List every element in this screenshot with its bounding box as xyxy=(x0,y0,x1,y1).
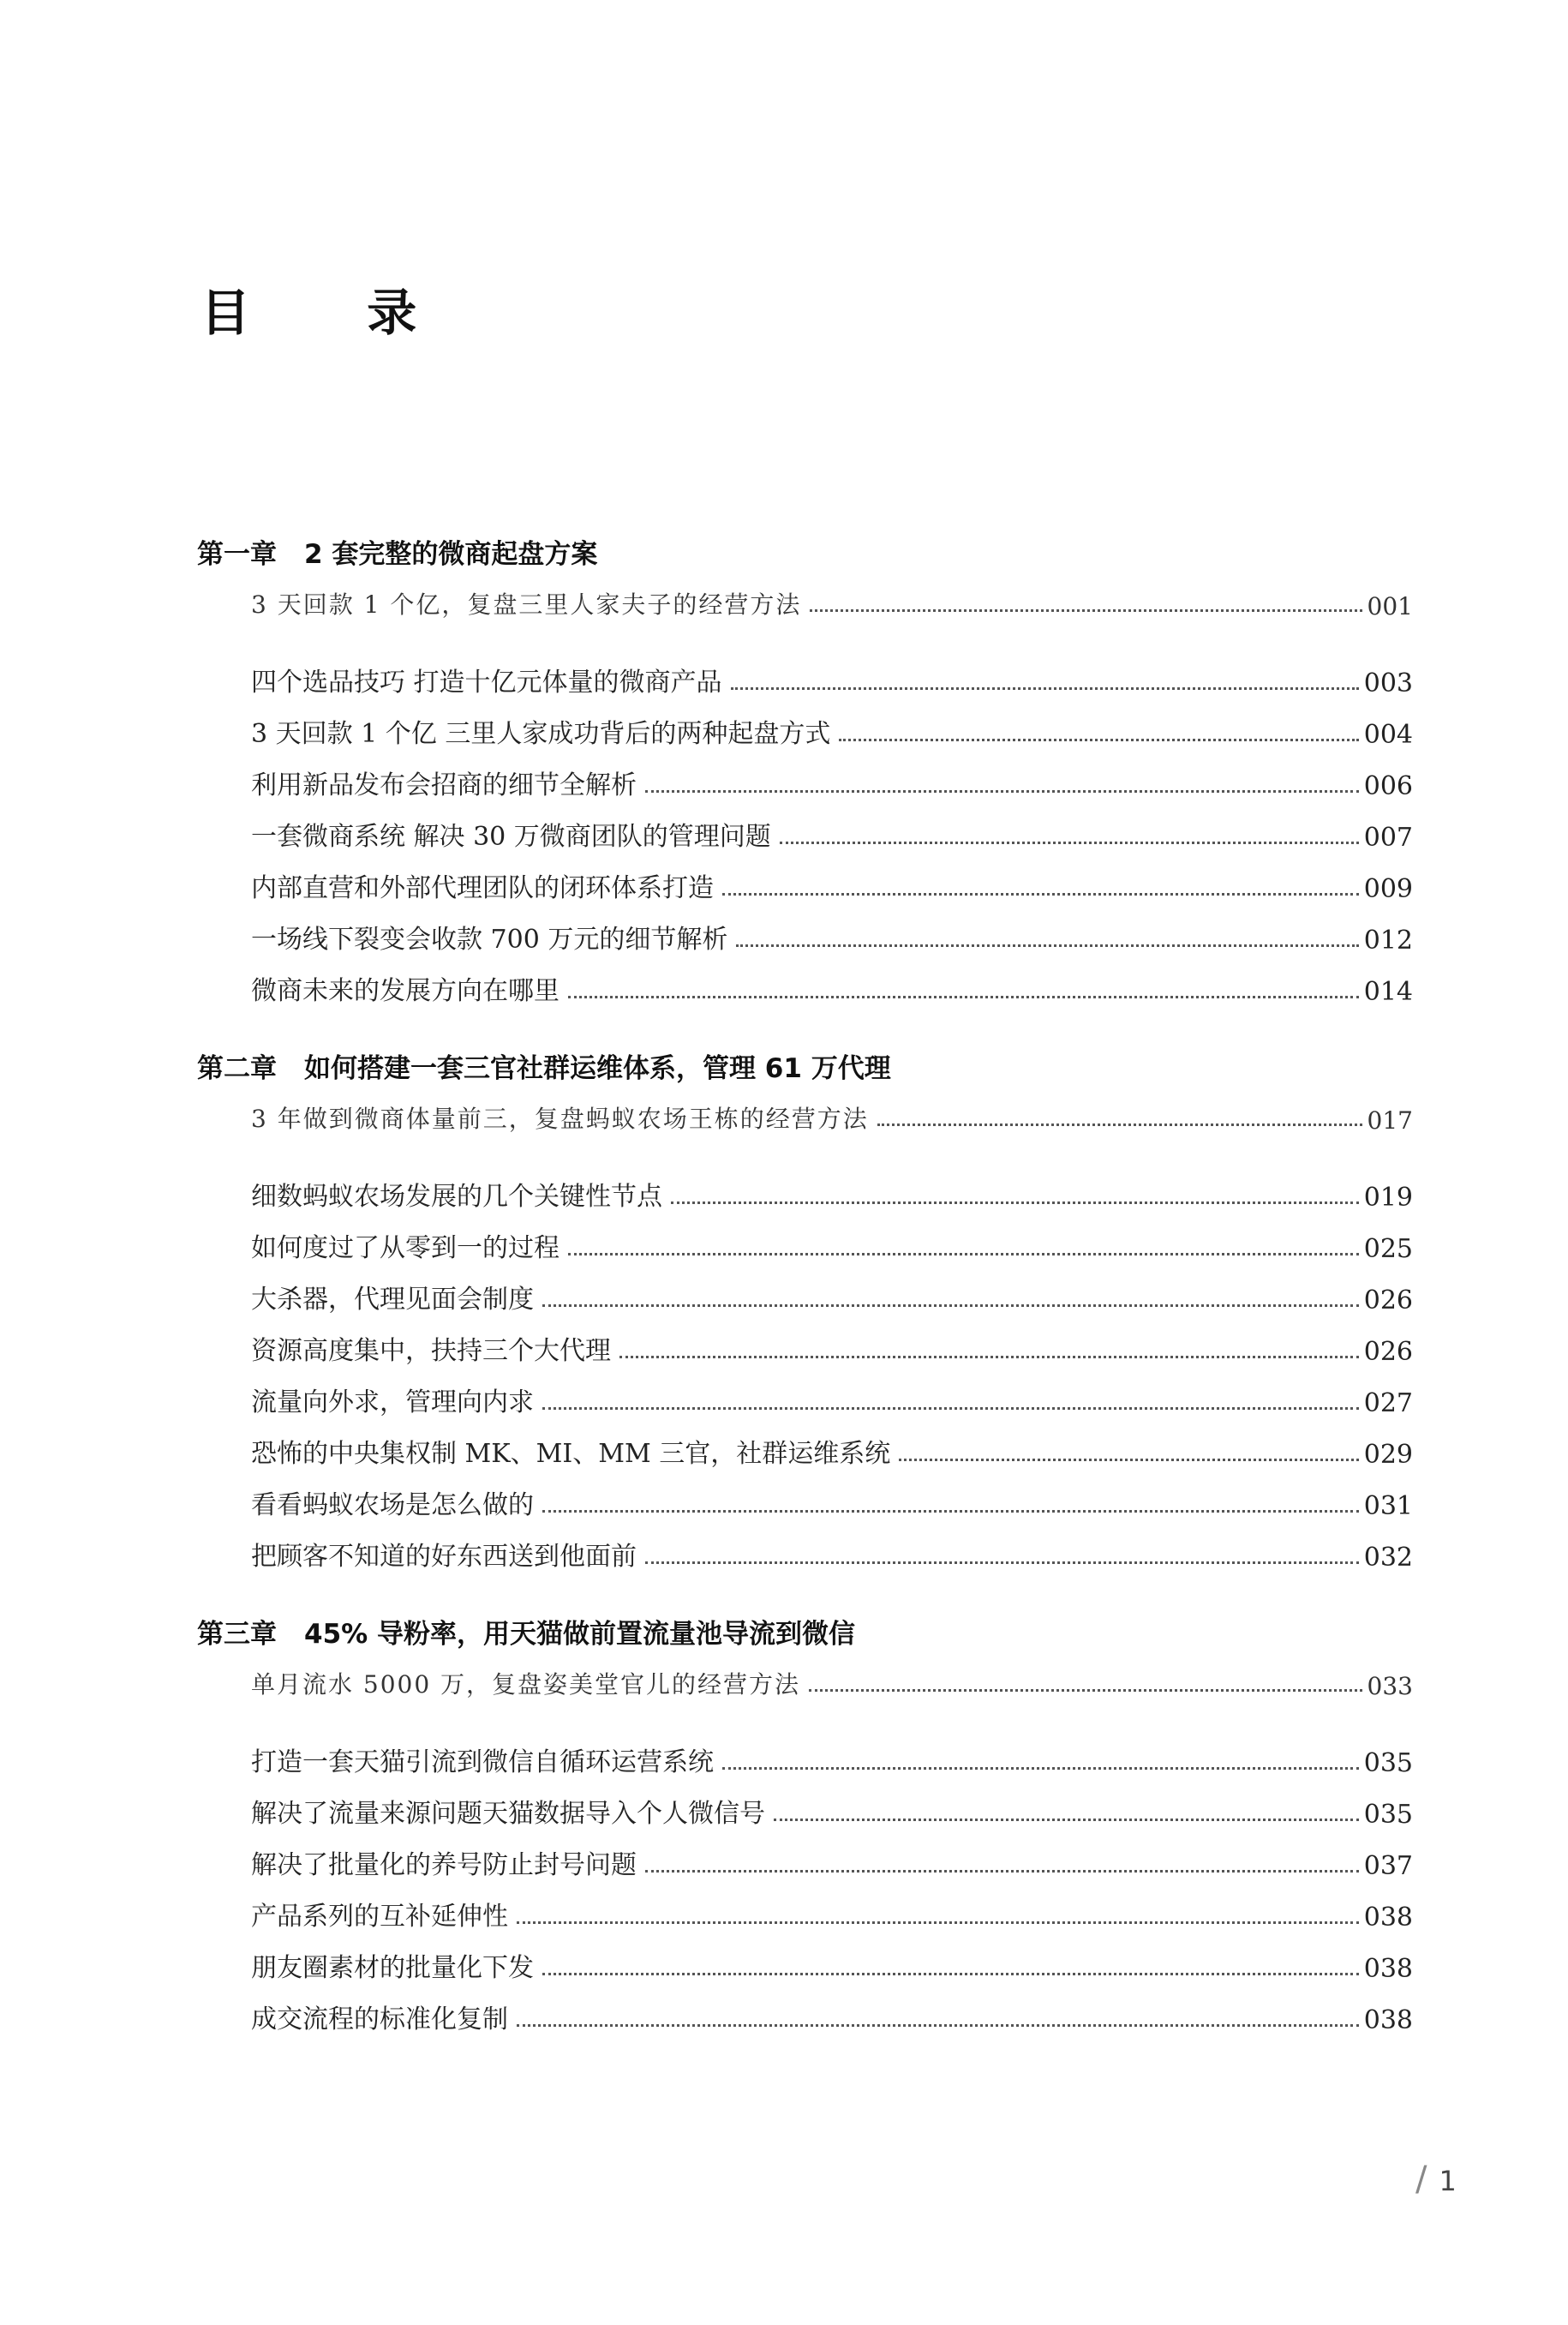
chapter-intro xyxy=(251,1097,1413,1135)
folio-slash: / xyxy=(1415,2160,1427,2199)
toc-entry xyxy=(251,1792,1413,1830)
page-number: 032 xyxy=(1363,1543,1413,1573)
page-number: 026 xyxy=(1363,1337,1413,1367)
dot-leader xyxy=(877,1124,1362,1126)
page-number: 012 xyxy=(1363,926,1413,956)
chapter-number: 第一章 xyxy=(197,539,277,570)
toc-entry xyxy=(251,866,1413,904)
chapter-title: 45% 导粉率，用天猫做前置流量池导流到微信 xyxy=(304,1619,855,1650)
toc-entry-text: 一套微商系统 解决 30 万微商团队的管理问题 xyxy=(251,822,771,852)
page-number: 007 xyxy=(1363,823,1413,853)
page-number: 038 xyxy=(1363,1954,1413,1984)
dot-leader xyxy=(899,1459,1359,1461)
dot-leader xyxy=(774,1819,1359,1821)
toc-entry-text: 流量向外求，管理向内求 xyxy=(251,1387,534,1417)
page-number: 003 xyxy=(1363,668,1413,698)
toc-entry-text: 朋友圈素材的批量化下发 xyxy=(251,1953,534,1983)
toc-entry-text: 成交流程的标准化复制 xyxy=(251,2004,508,2034)
toc-entry-text: 资源高度集中，扶持三个大代理 xyxy=(251,1336,611,1366)
dot-leader xyxy=(722,893,1359,896)
dot-leader xyxy=(731,687,1359,690)
toc-entry-text: 微商未来的发展方向在哪里 xyxy=(251,976,560,1006)
chapter-heading xyxy=(197,532,1414,571)
toc-entry xyxy=(251,1895,1413,1933)
toc-entry-text: 细数蚂蚁农场发展的几个关键性节点 xyxy=(251,1182,662,1212)
dot-leader xyxy=(568,1253,1359,1255)
page-number: 031 xyxy=(1363,1491,1413,1521)
toc-entry-text: 单月流水 5000 万，复盘姿美堂官儿的经营方法 xyxy=(251,1670,801,1699)
toc-entry xyxy=(251,1381,1413,1418)
toc-entry xyxy=(251,1175,1413,1213)
dot-leader xyxy=(736,944,1358,947)
toc-entry xyxy=(251,1329,1413,1367)
toc-entry-text: 如何度过了从零到一的过程 xyxy=(251,1233,560,1263)
toc-entry xyxy=(251,712,1413,750)
page-number: 004 xyxy=(1363,720,1413,750)
toc-entry xyxy=(251,969,1413,1007)
toc-entry xyxy=(251,1741,1413,1778)
toc-entry xyxy=(251,1483,1413,1521)
dot-leader xyxy=(671,1201,1359,1204)
toc-entry xyxy=(251,1278,1413,1315)
toc-entry xyxy=(251,1843,1413,1881)
toc-entry-text: 3 年做到微商体量前三，复盘蚂蚁农场王栋的经营方法 xyxy=(251,1105,869,1133)
page-number: 006 xyxy=(1363,771,1413,801)
toc-entry-text: 产品系列的互补延伸性 xyxy=(251,1902,508,1932)
toc-entry-text: 看看蚂蚁农场是怎么做的 xyxy=(251,1490,534,1520)
chapter-intro xyxy=(251,1663,1413,1700)
page-number: 026 xyxy=(1363,1285,1413,1315)
page-number: 025 xyxy=(1363,1234,1413,1264)
toc-entry-text: 四个选品技巧 打造十亿元体量的微商产品 xyxy=(251,668,722,698)
chapter-intro xyxy=(251,583,1413,620)
toc-entry xyxy=(251,918,1413,956)
dot-leader xyxy=(839,739,1358,741)
dot-leader xyxy=(619,1356,1359,1358)
page-number: 035 xyxy=(1363,1800,1413,1830)
toc-entry-text: 3 天回款 1 个亿，复盘三里人家夫子的经营方法 xyxy=(251,590,802,619)
folio-number: 1 xyxy=(1439,2165,1457,2197)
dot-leader xyxy=(542,1407,1359,1410)
dot-leader xyxy=(542,1304,1359,1307)
toc-entry-text: 把顾客不知道的好东西送到他面前 xyxy=(251,1542,637,1572)
dot-leader xyxy=(809,1689,1362,1692)
dot-leader xyxy=(568,996,1359,998)
dot-leader xyxy=(542,1973,1359,1975)
toc-entry xyxy=(251,1946,1413,1984)
toc-entry xyxy=(251,1226,1413,1264)
dot-leader xyxy=(780,842,1359,844)
dot-leader xyxy=(645,1561,1359,1564)
toc-entry-text: 内部直营和外部代理团队的闭环体系打造 xyxy=(251,873,714,903)
chapter-number: 第二章 xyxy=(197,1053,277,1084)
page-number: 037 xyxy=(1363,1851,1413,1881)
page-number: 001 xyxy=(1367,592,1413,620)
toc-entry-text: 解决了流量来源问题天猫数据导入个人微信号 xyxy=(251,1799,765,1829)
chapter-heading xyxy=(197,1612,1414,1651)
page-number: 014 xyxy=(1363,977,1413,1007)
toc-entry xyxy=(251,1432,1413,1470)
toc-entry-text: 恐怖的中央集权制 MK、MI、MM 三官，社群运维系统 xyxy=(251,1439,891,1469)
page-number: 033 xyxy=(1367,1672,1413,1700)
page-number: 038 xyxy=(1363,2005,1413,2035)
dot-leader xyxy=(810,609,1362,612)
dot-leader xyxy=(517,2024,1359,2027)
chapter-title: 如何搭建一套三官社群运维体系，管理 61 万代理 xyxy=(304,1053,891,1084)
page-title: 目 录 xyxy=(200,284,467,342)
dot-leader xyxy=(645,790,1359,793)
toc-entry xyxy=(251,815,1413,853)
toc-entry-text: 打造一套天猫引流到微信自循环运营系统 xyxy=(251,1747,714,1777)
toc-entry-text: 解决了批量化的养号防止封号问题 xyxy=(251,1850,637,1880)
page-folio xyxy=(1415,2160,1457,2199)
page-number: 029 xyxy=(1363,1440,1413,1470)
dot-leader xyxy=(645,1870,1359,1873)
chapter-heading xyxy=(197,1046,1414,1085)
toc-entry xyxy=(251,1535,1413,1573)
toc-entry-text: 一场线下裂变会收款 700 万元的细节解析 xyxy=(251,925,728,955)
chapter-number: 第三章 xyxy=(197,1619,277,1650)
toc-entry-text: 3 天回款 1 个亿 三里人家成功背后的两种起盘方式 xyxy=(251,719,831,749)
page-number: 027 xyxy=(1363,1388,1413,1418)
page-number: 019 xyxy=(1363,1183,1413,1213)
page-number: 017 xyxy=(1367,1106,1413,1135)
dot-leader xyxy=(722,1767,1359,1770)
toc-entry xyxy=(251,764,1413,801)
toc-entry-text: 大杀器，代理见面会制度 xyxy=(251,1285,534,1315)
page-number: 009 xyxy=(1363,874,1413,904)
toc-entry xyxy=(251,1998,1413,2035)
dot-leader xyxy=(542,1510,1359,1513)
toc-entry-text: 利用新品发布会招商的细节全解析 xyxy=(251,770,637,800)
page-number: 035 xyxy=(1363,1748,1413,1778)
page-number: 038 xyxy=(1363,1903,1413,1933)
chapter-title: 2 套完整的微商起盘方案 xyxy=(304,539,598,570)
toc-entry xyxy=(251,661,1413,698)
dot-leader xyxy=(517,1921,1359,1924)
